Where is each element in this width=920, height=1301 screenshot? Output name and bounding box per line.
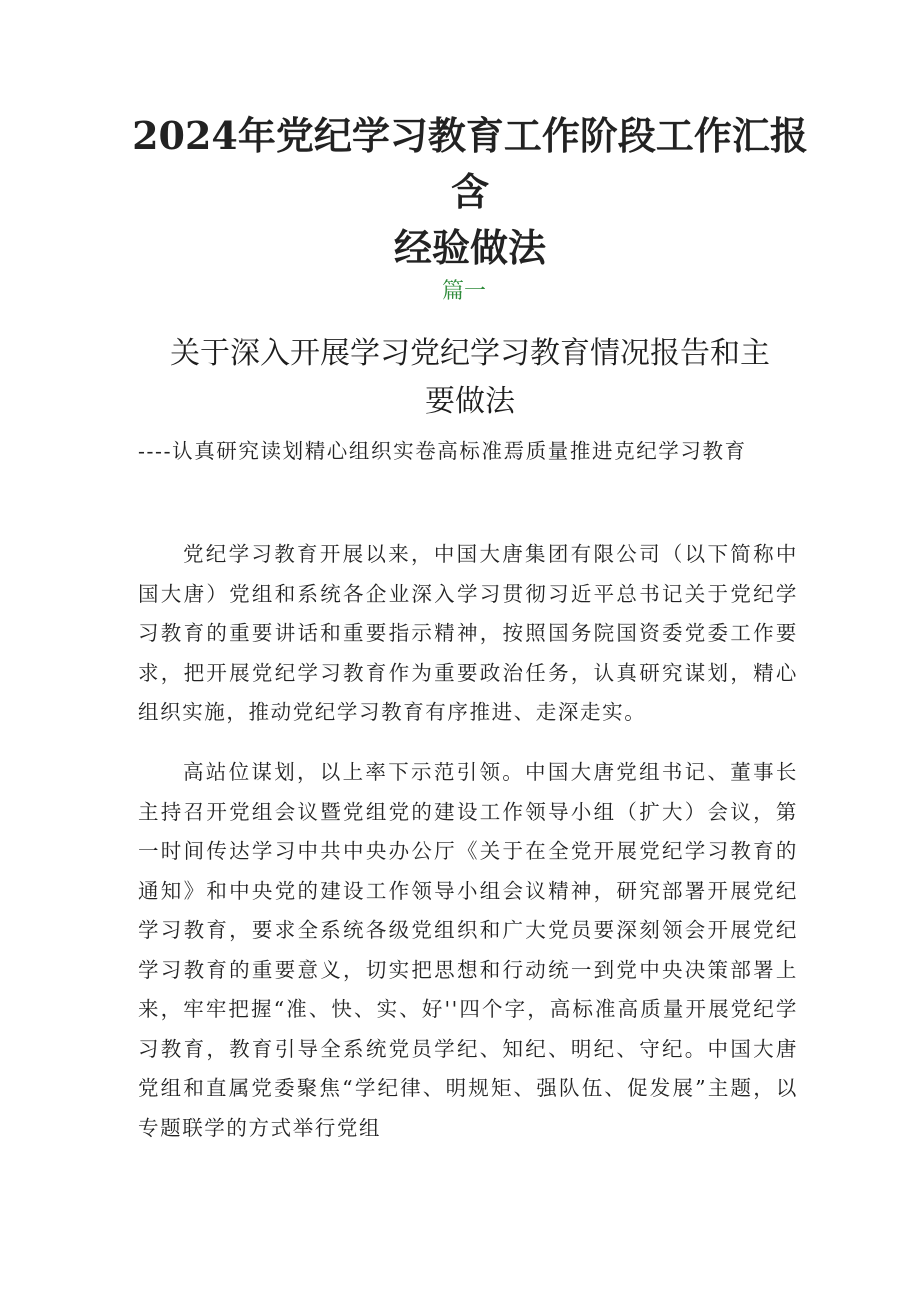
section-title-line-1: 关于深入开展学习党纪学习教育情况报告和主 [170,336,770,371]
body-paragraph: 高站位谋划，以上率下示范引领。中国大唐党组书记、董事长主持召开党组会议暨党组党的建设工作领导小组（扩大）会议，第一时间传达学习中共中央办公厅《关于在全党开展党纪学习教育的通知》和中央党的建设工作领导小组会议精神，研究部署开展党纪学习教育，要求全系统各级党组织和广大党员要深刻领会开展党纪学习教育的重要意义，切实把思想和行动统一到党中央决策部署上来，牢牢把握“准、快、实、好''四个字，高标准高质量开展党纪学习教育，教育引导全系统党员学纪、知纪、明纪、守纪。中国大唐党组和直属党委聚焦“学纪律、明规矩、强队伍、促发展”主题，以专题联学的方式举行党组 [138,760,798,1140]
section-label: 篇一 [441,279,486,304]
document-title-line-1: 2024年党纪学习教育工作阶段工作汇报含 [132,113,808,214]
section-subtitle: ----认真研究读划精心组织实卷高标准焉质量推进克纪学习教育 [138,439,747,463]
section-title [160,330,780,426]
body-paragraph: 党纪学习教育开展以来，中国大唐集团有限公司（以下简称中国大唐）党组和系统各企业深入学习贯彻习近平总书记关于党纪学习教育的重要讲话和重要指示精神，按照国务院国资委党委工作要求，把开展党纪学习教育作为重要政治任务，认真研究谋划，精心组织实施，推动党纪学习教育有序推进、走深走实。 [138,542,798,724]
document-title [120,108,820,276]
section-title-line-2: 要做法 [425,384,515,419]
document-title-line-2: 经验做法 [393,225,546,270]
